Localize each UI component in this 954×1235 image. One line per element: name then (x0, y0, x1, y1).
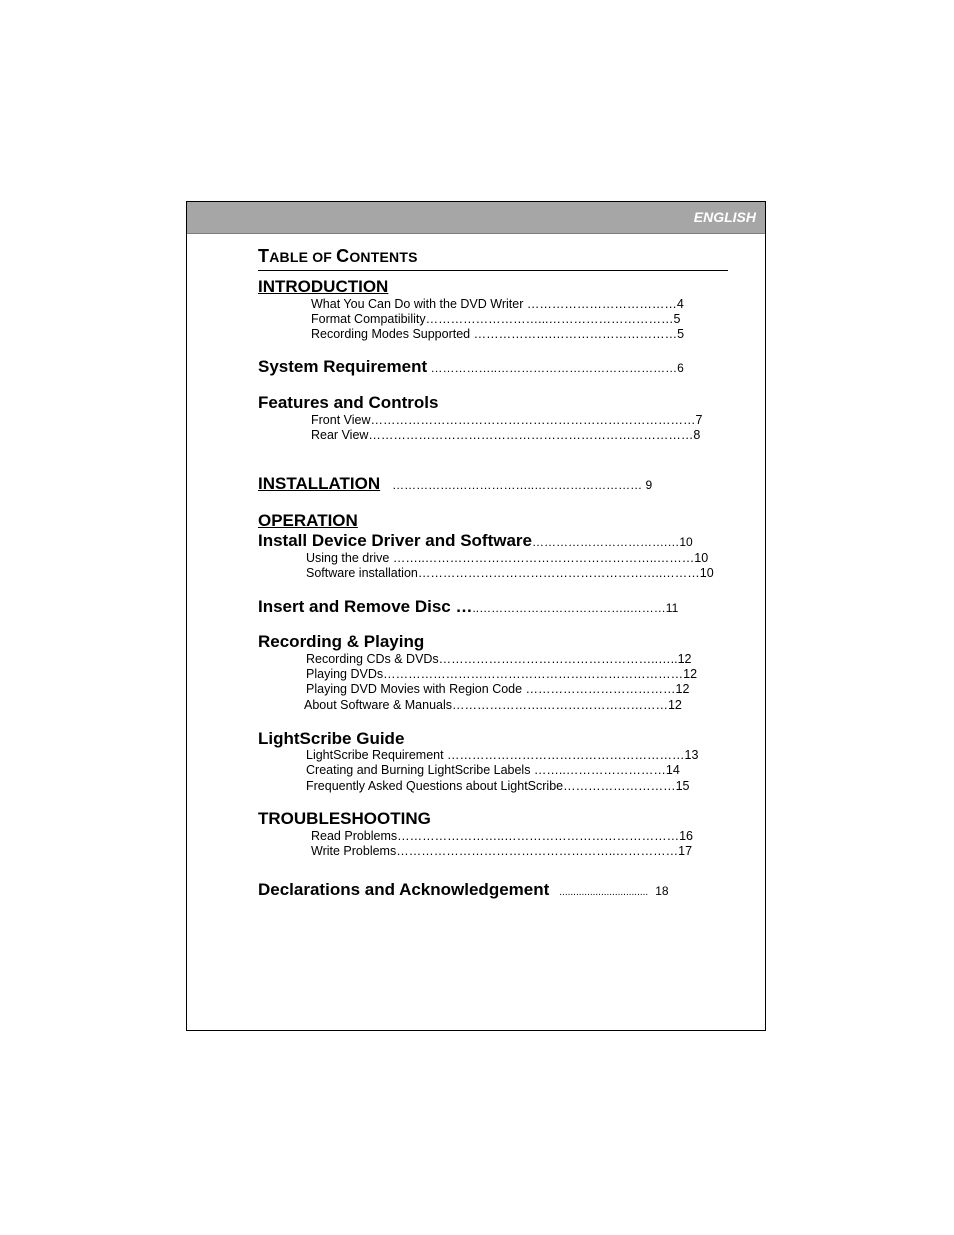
section-recording-playing[interactable]: Recording & Playing (258, 632, 425, 651)
toc-entry[interactable]: Playing DVD Movies with Region Code ………………………………12 (306, 682, 690, 696)
language-label: ENGLISH (693, 209, 756, 225)
title-part-1: ABLE OF (269, 249, 337, 265)
toc-entry-declarations[interactable] (258, 880, 669, 900)
toc-entry-installation[interactable] (258, 474, 652, 494)
toc-entry[interactable]: Recording CDs & DVDs……………………………………………..…..12 (306, 652, 692, 666)
toc-entry[interactable]: Playing DVDs………………………………………………………………12 (306, 667, 698, 681)
section-lightscribe-guide[interactable]: LightScribe Guide (258, 729, 405, 748)
section-introduction[interactable]: INTRODUCTION (258, 277, 389, 296)
toc-entry[interactable]: Software installation…………………………………………………..………10 (306, 566, 714, 580)
page-title (258, 246, 418, 267)
title-letter-c: C (336, 246, 350, 266)
section-troubleshooting[interactable]: TROUBLESHOOTING (258, 809, 431, 828)
toc-entry-install-driver[interactable] (258, 531, 693, 551)
toc-entry[interactable]: LightScribe Requirement …………………………………………………13 (306, 748, 699, 762)
toc-entry-insert-remove[interactable] (258, 597, 678, 617)
toc-entry[interactable]: Recording Modes Supported ……………….…………………………5 (311, 327, 685, 341)
toc-entry[interactable]: About Software & Manuals………………….…………………………12 (304, 698, 682, 712)
entry-label: Declarations and Acknowledgement (258, 880, 550, 899)
entry-leader: ..………………………………..………11 (472, 601, 679, 615)
entry-label: Install Device Driver and Software (258, 531, 532, 550)
title-letter-t: T (258, 246, 270, 266)
toc-entry[interactable]: Front View……………………………………………………………………7 (311, 413, 703, 427)
entry-label: Insert and Remove Disc … (258, 597, 473, 616)
entry-leader: …………….………………..……………………… 9 (392, 478, 653, 492)
entry-leader: …………………………….…10 (532, 535, 693, 549)
section-operation[interactable]: OPERATION (258, 511, 358, 530)
toc-entry[interactable]: Read Problems……………………..……………………………………16 (311, 829, 694, 843)
entry-page-number: 18 (655, 884, 669, 898)
title-divider (258, 270, 728, 271)
toc-entry[interactable]: Frequently Asked Questions about LightScribe………………………15 (306, 779, 690, 793)
entry-label: INSTALLATION (258, 474, 381, 493)
title-part-2: ONTENTS (349, 249, 418, 265)
toc-entry[interactable]: Using the drive ……..………………………………………………..………10 (306, 551, 709, 565)
entry-leader: ................................ (559, 887, 649, 898)
section-features-and-controls[interactable]: Features and Controls (258, 393, 439, 412)
entry-label: System Requirement (258, 357, 428, 376)
header-bar (187, 202, 765, 234)
toc-entry[interactable]: Rear View……………………………………………………………………8 (311, 428, 701, 442)
toc-entry[interactable]: Write Problems……………………………………………..……………17 (311, 844, 693, 858)
entry-leader: ……………..………………………………………6 (427, 361, 684, 375)
toc-entry[interactable]: Creating and Burning LightScribe Labels ……..……………………14 (306, 763, 680, 777)
toc-entry-system-requirement[interactable] (258, 357, 684, 377)
toc-entry[interactable]: Format Compatibility………………………...…………………………5 (311, 312, 681, 326)
toc-entry[interactable]: What You Can Do with the DVD Writer ………………………………4 (311, 297, 684, 311)
